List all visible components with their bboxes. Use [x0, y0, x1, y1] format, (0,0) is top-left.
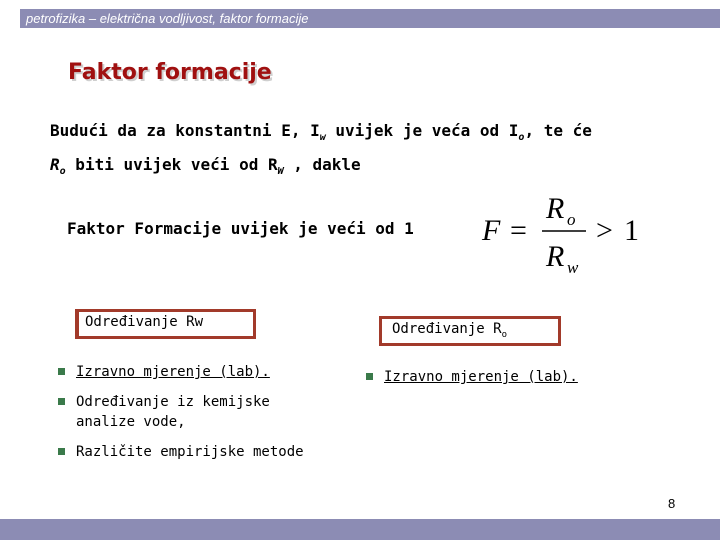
formula-den-sub: w — [567, 258, 579, 277]
formation-factor-statement: Faktor Formacije uvijek je veći od 1 — [67, 219, 414, 238]
header-text: petrofizika – električna vodljivost, faktor formacije — [26, 11, 309, 26]
intro-line2-mid: biti uvijek veći od R — [65, 155, 278, 175]
left-list-item-0: Izravno mjerenje (lab). — [76, 364, 270, 380]
list-item — [56, 442, 316, 462]
page-number: 8 — [668, 496, 676, 511]
footer-bar — [0, 519, 720, 540]
list-item — [364, 367, 624, 387]
left-list — [56, 362, 316, 472]
formula-den-r: R — [546, 240, 565, 273]
intro-line2-end: , dakle — [283, 155, 361, 175]
right-box-label: Određivanje R — [392, 321, 502, 337]
right-list-item-0: Izravno mjerenje (lab). — [384, 369, 578, 385]
formula-num-r: R — [546, 192, 565, 225]
formula-rhs: 1 — [624, 214, 639, 247]
square-bullet-icon — [58, 368, 65, 375]
formula-lhs: F — [482, 214, 501, 247]
left-box-label: Određivanje Rw — [85, 314, 204, 330]
right-box-sub: o — [501, 329, 507, 340]
right-list — [364, 367, 624, 387]
formula-eq: = — [510, 214, 527, 247]
square-bullet-icon — [58, 448, 65, 455]
header-bar — [20, 9, 720, 28]
intro-sub-w: w — [319, 132, 326, 144]
slide-title: Faktor formacije — [68, 60, 272, 85]
intro-sub-o: o — [518, 132, 525, 144]
list-item — [56, 362, 316, 382]
intro-line2-sub-o: o — [59, 166, 66, 178]
intro-part1: Budući da za konstantni E, I — [50, 121, 320, 140]
right-box-ro — [379, 316, 561, 346]
list-item — [56, 392, 316, 432]
square-bullet-icon — [366, 373, 373, 380]
intro-line2-sub-w: W — [277, 166, 284, 178]
left-list-item-1: Određivanje iz kemijske analize vode, — [76, 394, 270, 430]
intro-paragraph — [50, 117, 690, 185]
intro-part2: uvijek je veća od I — [325, 121, 519, 140]
intro-part3: , te će — [524, 121, 592, 140]
left-box-rw — [75, 309, 256, 339]
left-list-item-2: Različite empirijske metode — [76, 444, 304, 460]
formula-gt: > — [596, 214, 613, 247]
intro-line2-r: R — [50, 155, 60, 175]
formation-factor-formula — [478, 188, 648, 278]
formula-num-sub: o — [567, 210, 576, 229]
square-bullet-icon — [58, 398, 65, 405]
